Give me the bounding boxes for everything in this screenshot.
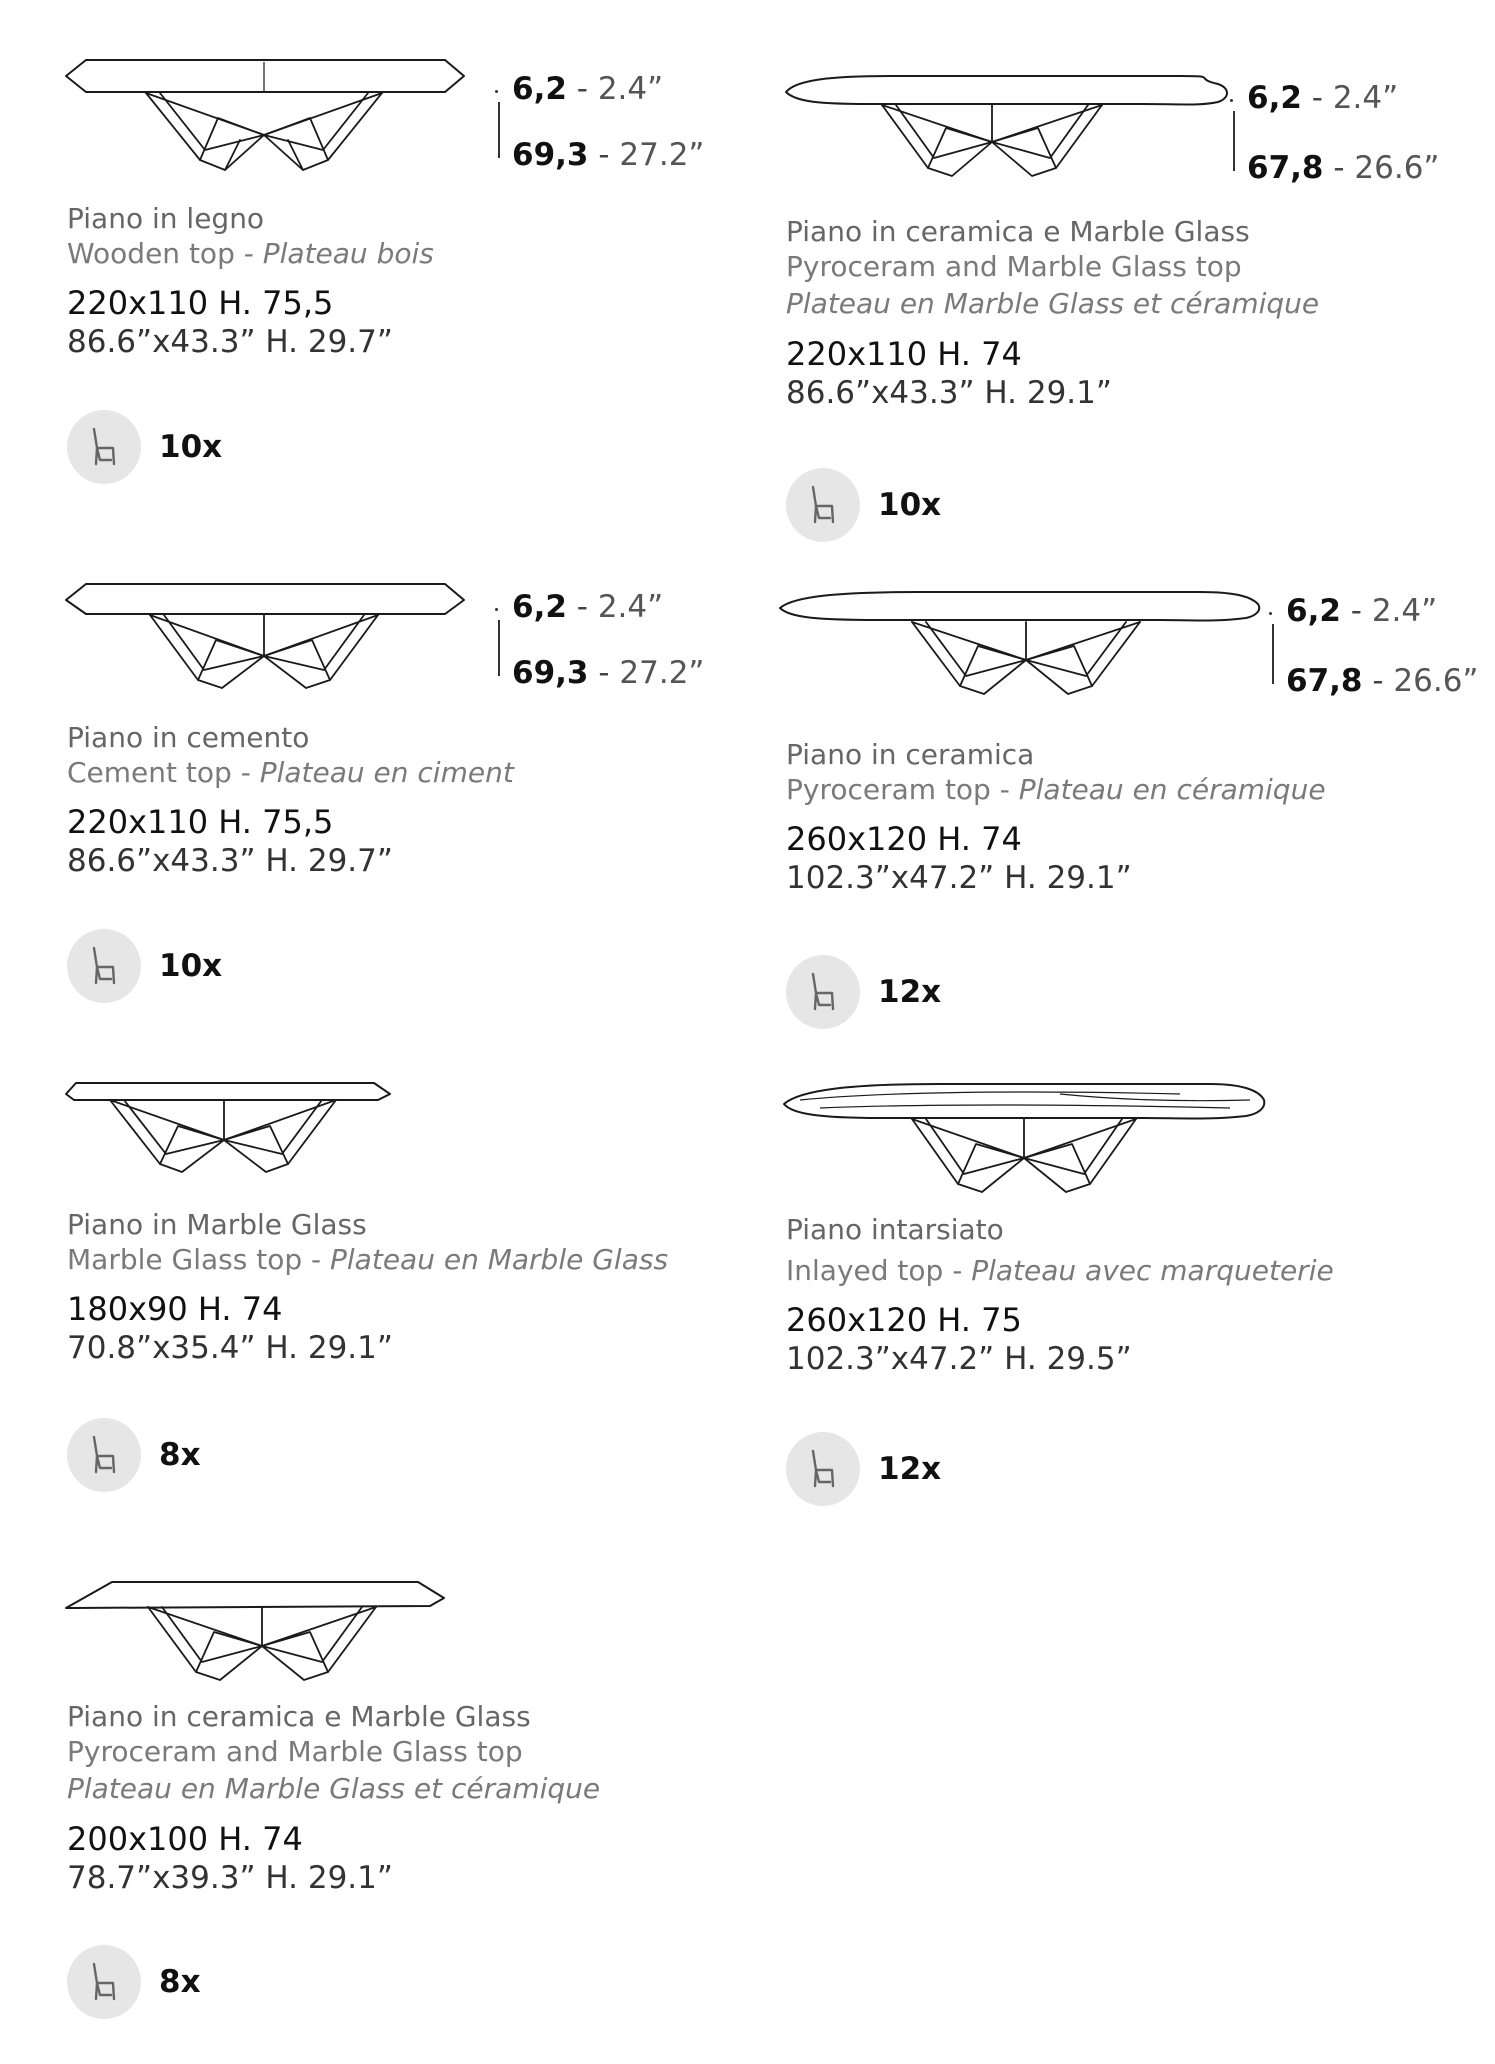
seating-capacity: 12x [786,1432,941,1506]
seating-capacity: 10x [67,929,222,1003]
chair-icon [67,1945,141,2019]
table-card-cement: 6,2 - 2.4” 69,3 - 27.2” Piano in cemento Cement top - Plateau en ciment 220x110 H. 75,5 86.6”x43.3” H. 29.7” 10x [0,520,740,1020]
name-italian: Piano in ceramica [786,738,1035,771]
size-metric: 180x90 H. 74 [67,1290,283,1329]
size-metric: 220x110 H. 74 [786,335,1022,374]
seating-capacity: 12x [786,955,941,1029]
seating-capacity: 10x [786,468,941,542]
table-description [786,737,1326,898]
name-italian: Piano in legno [67,202,265,235]
name-french: Plateau en Marble Glass et céramique [67,1772,601,1806]
seating-capacity: 8x [67,1418,201,1492]
size-imperial: 102.3”x47.2” H. 29.1” [786,859,1132,896]
table-description [786,1212,1334,1379]
table-description [67,1699,600,1897]
table-card-pyroceram: 6,2 - 2.4” 67,8 - 26.6” Piano in ceramica Pyroceram top - Plateau en céramique 260x120 H. 74 102.3”x47.2” H. 29.1” 12x [760,560,1495,1060]
table-card-pyroceram-marble-220: 6,2 - 2.4” 67,8 - 26.6” Piano in ceramica e Marble Glass Pyroceram and Marble Glass top Plateau en Marble Glass et céramique 220x110 H. 74 86.6”x43.3” H. 29.1” 10x [760,0,1495,560]
chair-icon [786,468,860,542]
size-metric: 220x110 H. 75,5 [67,284,334,323]
table-description [67,720,514,881]
size-metric: 260x120 H. 75 [786,1301,1022,1340]
seating-capacity: 10x [67,410,222,484]
name-italian: Piano in ceramica e Marble Glass [786,215,1250,248]
size-metric: 200x100 H. 74 [67,1820,303,1859]
table-card-wooden: 6,2 - 2.4” 69,3 - 27.2” Piano in legno Wooden top - Plateau bois 220x110 H. 75,5 86.6”x43.3” H. 29.7” 10x [0,0,740,500]
table-card-inlayed [760,1060,1495,1540]
name-english: Pyroceram top - Plateau en céramique [786,773,1326,806]
chair-icon [786,955,860,1029]
chair-icon [786,1432,860,1506]
table-description [67,201,434,362]
table-description [786,214,1319,412]
size-imperial: 78.7”x39.3” H. 29.1” [67,1859,393,1896]
name-english: Pyroceram and Marble Glass top [786,250,1242,283]
chair-icon [67,410,141,484]
name-english: Wooden top - Plateau bois [67,237,434,270]
size-imperial: 86.6”x43.3” H. 29.1” [786,374,1112,411]
size-imperial: 70.8”x35.4” H. 29.1” [67,1329,393,1366]
name-english: Marble Glass top - Plateau en Marble Glass [67,1243,669,1276]
size-metric: 260x120 H. 74 [786,820,1022,859]
size-metric: 220x110 H. 75,5 [67,803,334,842]
size-imperial: 86.6”x43.3” H. 29.7” [67,842,393,879]
table-card-pyroceram-marble-200 [0,1540,740,2060]
size-imperial: 102.3”x47.2” H. 29.5” [786,1340,1132,1377]
chair-icon [67,929,141,1003]
name-italian: Piano intarsiato [786,1213,1004,1246]
table-description [67,1207,668,1368]
chair-icon [67,1418,141,1492]
name-italian: Piano in ceramica e Marble Glass [67,1700,531,1733]
name-english: Inlayed top - Plateau avec marqueterie [786,1254,1334,1287]
size-imperial: 86.6”x43.3” H. 29.7” [67,323,393,360]
seating-capacity: 8x [67,1945,201,2019]
table-side-view-icon [760,560,1495,760]
name-english: Pyroceram and Marble Glass top [67,1735,523,1768]
name-italian: Piano in Marble Glass [67,1208,367,1241]
name-italian: Piano in cemento [67,721,310,754]
name-french: Plateau en Marble Glass et céramique [786,287,1320,321]
name-english: Cement top - Plateau en ciment [67,756,514,789]
table-card-marble-glass [0,1040,740,1530]
